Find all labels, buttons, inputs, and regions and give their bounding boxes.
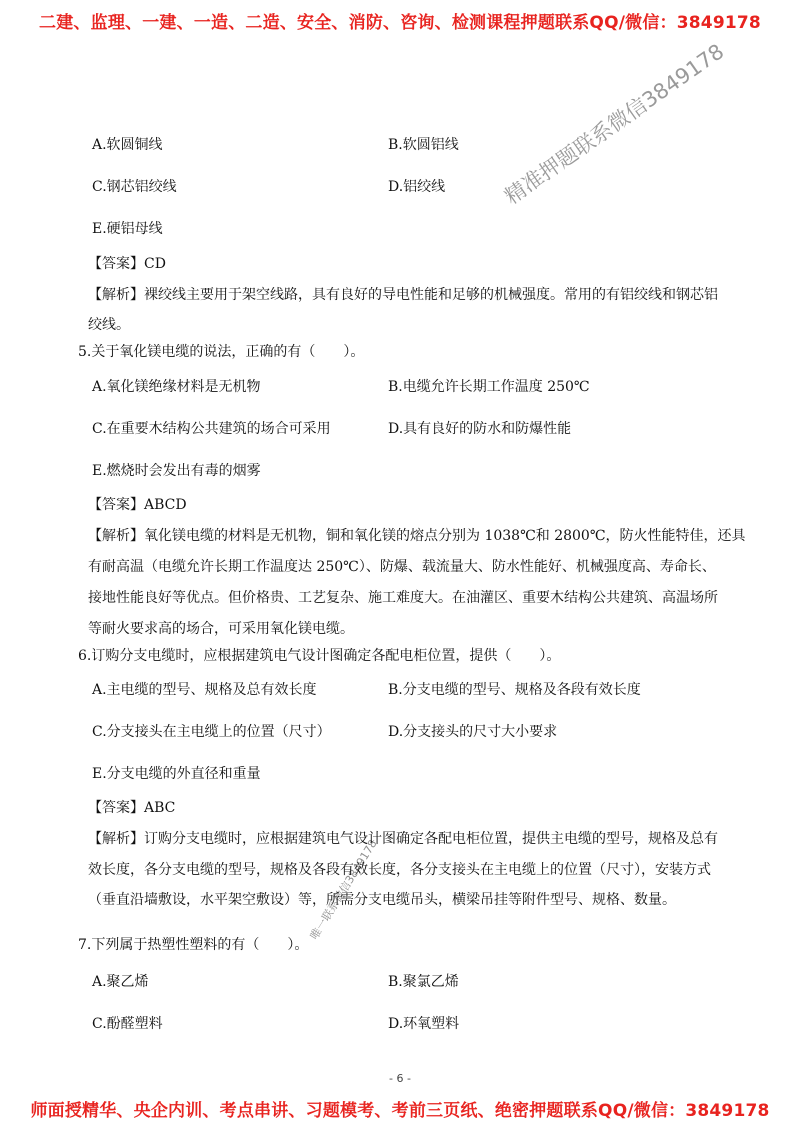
- q4-option-e: E.硬铝母线: [92, 221, 163, 237]
- page-number: - 6 -: [389, 1072, 411, 1085]
- diagonal-watermark: 精准押题联系微信3849178: [500, 39, 729, 209]
- q4-option-b: B.软圆铝线: [388, 137, 459, 153]
- q6-option-c: C.分支接头在主电缆上的位置（尺寸）: [92, 724, 331, 740]
- q4-explanation-line-2: 绞线。: [88, 317, 130, 333]
- q5-option-b: B.电缆允许长期工作温度 250℃: [388, 379, 590, 395]
- q6-option-b: B.分支电缆的型号、规格及各段有效长度: [388, 682, 641, 698]
- q4-option-d: D.铝绞线: [388, 179, 446, 195]
- q5-option-c: C.在重要木结构公共建筑的场合可采用: [92, 421, 331, 437]
- q4-explanation-line-1: 【解析】裸绞线主要用于架空线路，具有良好的导电性能和足够的机械强度。常用的有铝绞线和钢芯铝: [88, 287, 718, 303]
- q6-explanation-line-3: （垂直沿墙敷设，水平架空敷设）等，所需分支电缆吊头，横梁吊挂等附件型号、规格、数量。: [88, 892, 676, 908]
- q6-option-d: D.分支接头的尺寸大小要求: [388, 724, 558, 740]
- q6-explanation-line-2: 效长度，各分支电缆的型号，规格及各段有效长度，各分支接头在主电缆上的位置（尺寸），安装方式: [88, 862, 711, 878]
- q5-option-e: E.燃烧时会发出有毒的烟雾: [92, 463, 261, 479]
- center-watermark: 唯一联系微信3849178: [307, 837, 380, 942]
- q7-option-a: A.聚乙烯: [92, 974, 149, 990]
- q4-option-c: C.钢芯铝绞线: [92, 179, 177, 195]
- q5-option-d: D.具有良好的防水和防爆性能: [388, 421, 572, 437]
- q5-explanation-line-2: 有耐高温（电缆允许长期工作温度达 250℃）、防爆、载流量大、防水性能好、机械强度高、寿命长、: [88, 559, 716, 575]
- q4-answer: 【答案】CD: [88, 256, 166, 272]
- q5-explanation-line-3: 接地性能良好等优点。但价格贵、工艺复杂、施工难度大。在油灌区、重要木结构公共建筑、高温场所: [88, 590, 718, 606]
- q6-explanation-line-1: 【解析】订购分支电缆时，应根据建筑电气设计图确定各配电柜位置，提供主电缆的型号，规格及总有: [88, 831, 718, 847]
- q6-option-e: E.分支电缆的外直径和重量: [92, 766, 261, 782]
- q6-question: 6.订购分支电缆时，应根据建筑电气设计图确定各配电柜位置，提供（ ）。: [78, 648, 561, 664]
- q5-answer: 【答案】ABCD: [88, 497, 187, 513]
- q7-question: 7.下列属于热塑性塑料的有（ ）。: [78, 937, 309, 953]
- q5-explanation-line-1: 【解析】氧化镁电缆的材料是无机物，铜和氧化镁的熔点分别为 1038℃和 2800℃，防火性能特佳，还具: [88, 528, 746, 544]
- q5-explanation-line-4: 等耐火要求高的场合，可采用氧化镁电缆。: [88, 621, 354, 637]
- q7-option-d: D.环氧塑料: [388, 1016, 460, 1032]
- q4-option-a: A.软圆铜线: [92, 137, 163, 153]
- q5-question: 5.关于氧化镁电缆的说法，正确的有（ ）。: [78, 344, 365, 360]
- q6-answer: 【答案】ABC: [88, 800, 176, 816]
- q7-option-b: B.聚氯乙烯: [388, 974, 459, 990]
- header-contact-banner: 二建、监理、一建、一造、二造、安全、消防、咨询、检测课程押题联系QQ/微信：3849178: [39, 13, 761, 33]
- q7-option-c: C.酚醛塑料: [92, 1016, 163, 1032]
- footer-contact-banner: 师面授精华、央企内训、考点串讲、习题模考、考前三页纸、绝密押题联系QQ/微信：3849178: [30, 1101, 770, 1121]
- q5-option-a: A.氧化镁绝缘材料是无机物: [92, 379, 261, 395]
- q6-option-a: A.主电缆的型号、规格及总有效长度: [92, 682, 317, 698]
